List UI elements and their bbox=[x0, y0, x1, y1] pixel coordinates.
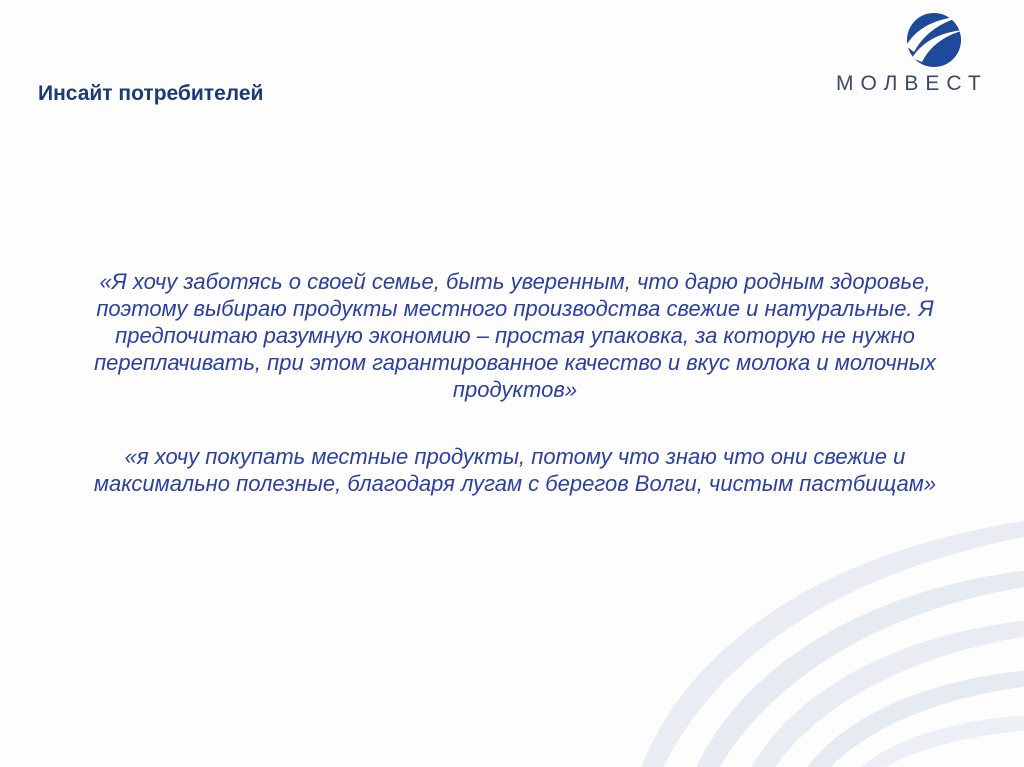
quotes-block bbox=[60, 268, 970, 497]
slide-title: Инсайт потребителей bbox=[38, 82, 264, 105]
quote-paragraph: «я хочу покупать местные продукты, потому что знаю что они свежие и максимально полезные, благодаря лугам с берегов Волги, чистым пастбищам» bbox=[93, 444, 937, 496]
quote-paragraph: «Я хочу заботясь о своей семье, быть уверенным, что дарю родным здоровье, поэтому выбираю продукты местного производства свежие и натуральные. Я предпочитаю разумную экономию – простая упаковка, за которую не нужно переплачивать, при этом гарантированное качество и вкус молока и молочных продуктов» bbox=[94, 269, 936, 402]
globe-logo-icon bbox=[900, 6, 966, 72]
molvest-logo bbox=[828, 6, 1024, 106]
logo-wordmark: МОЛВЕСТ bbox=[836, 72, 988, 95]
